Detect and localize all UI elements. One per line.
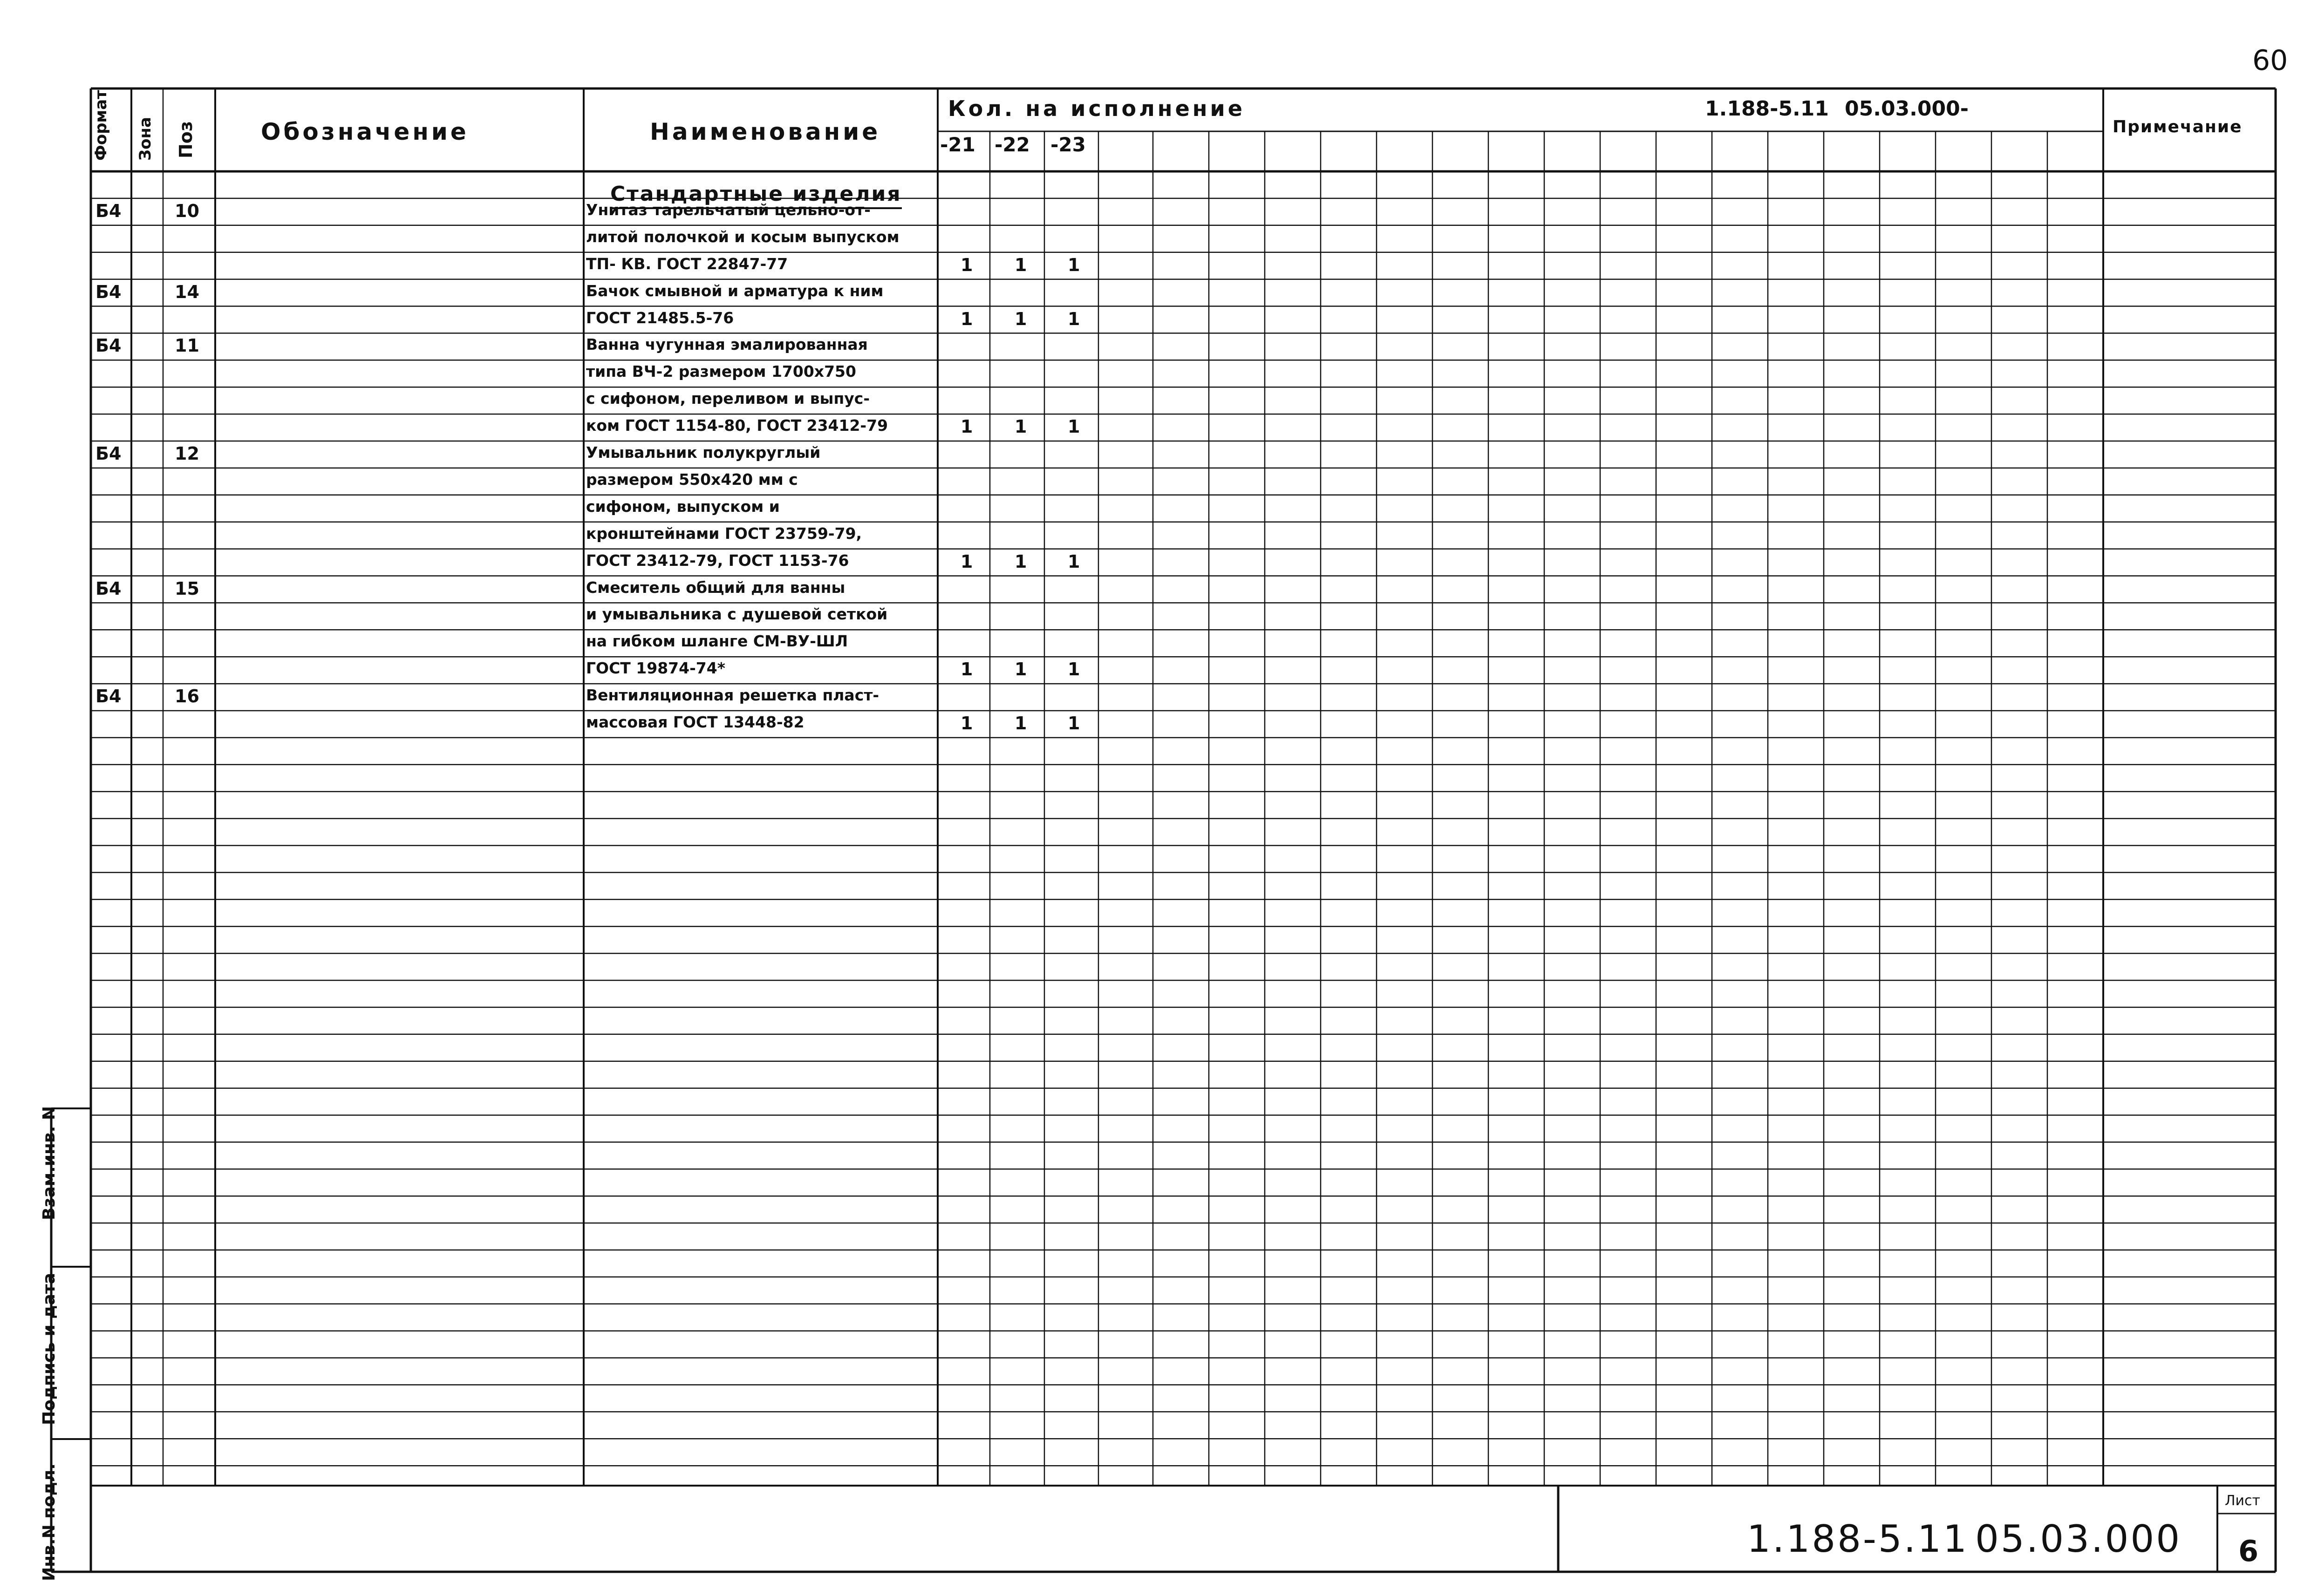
row-format: Б4 bbox=[95, 200, 122, 221]
row-qty-21: 1 bbox=[961, 713, 973, 733]
row-name: типа ВЧ-2 размером 1700х750 bbox=[586, 362, 856, 381]
row-name: Ванна чугунная эмалированная bbox=[586, 335, 868, 354]
header-pos-label: Поз bbox=[176, 121, 196, 158]
row-name: ГОСТ 23412-79, ГОСТ 1153-76 bbox=[586, 551, 849, 570]
header-doc-suffix: 05.03.000- bbox=[1845, 97, 1969, 121]
row-position: 16 bbox=[175, 686, 199, 707]
row-qty-21: 1 bbox=[961, 659, 973, 680]
side-label-inv-orig: Инв.N подл. bbox=[40, 1463, 59, 1581]
row-name: сифоном, выпуском и bbox=[586, 497, 780, 516]
row-format: Б4 bbox=[95, 443, 122, 464]
side-label-vzam-inv: Взам.инв. N bbox=[40, 1106, 59, 1220]
row-name: Смеситель общий для ванны bbox=[586, 578, 845, 597]
row-name: кронштейнами ГОСТ 23759-79, bbox=[586, 524, 862, 543]
row-position: 15 bbox=[175, 578, 199, 599]
row-name: массовая ГОСТ 13448-82 bbox=[586, 713, 804, 731]
row-qty-21: 1 bbox=[961, 254, 973, 275]
row-qty-23: 1 bbox=[1068, 659, 1080, 680]
row-name: размером 550х420 мм с bbox=[586, 470, 798, 489]
row-qty-21: 1 bbox=[961, 416, 973, 437]
title-block-code: 1.188-5.11 bbox=[1747, 1517, 1969, 1561]
title-block-sheet-label: Лист bbox=[2225, 1493, 2261, 1509]
row-qty-22: 1 bbox=[1015, 254, 1027, 275]
side-label-signature-date: Подпись и дата bbox=[40, 1273, 59, 1425]
row-name: с сифоном, переливом и выпус- bbox=[586, 389, 870, 408]
row-position: 11 bbox=[175, 335, 199, 356]
row-qty-21: 1 bbox=[961, 308, 973, 329]
header-name-label: Наименование bbox=[650, 118, 881, 145]
header-qty-title: Кол. на исполнение bbox=[948, 96, 1245, 121]
row-format: Б4 bbox=[95, 686, 122, 707]
header-doc-code: 1.188-5.11 bbox=[1705, 97, 1829, 121]
row-qty-22: 1 bbox=[1015, 416, 1027, 437]
row-position: 14 bbox=[175, 281, 199, 302]
row-format: Б4 bbox=[95, 335, 122, 356]
row-qty-22: 1 bbox=[1015, 659, 1027, 680]
header-zone-label: Зона bbox=[136, 117, 155, 161]
row-qty-22: 1 bbox=[1015, 713, 1027, 733]
row-name: и умывальника с душевой сеткой bbox=[586, 605, 888, 624]
header-format-label: Формат bbox=[92, 90, 110, 161]
row-name: ком ГОСТ 1154-80, ГОСТ 23412-79 bbox=[586, 416, 888, 435]
header-note-label: Примечание bbox=[2113, 117, 2243, 136]
header-designation-label: Обозначение bbox=[261, 118, 469, 145]
row-qty-23: 1 bbox=[1068, 416, 1080, 437]
section-title: Стандартные изделия bbox=[610, 184, 902, 209]
row-name: ГОСТ 21485.5-76 bbox=[586, 308, 734, 327]
row-qty-22: 1 bbox=[1015, 551, 1027, 572]
row-qty-21: 1 bbox=[961, 551, 973, 572]
row-format: Б4 bbox=[95, 281, 122, 302]
row-name: Унитаз тарельчатый цельно-от- bbox=[586, 200, 871, 219]
row-format: Б4 bbox=[95, 578, 122, 599]
row-position: 12 bbox=[175, 443, 199, 464]
row-name: ГОСТ 19874-74* bbox=[586, 659, 725, 678]
row-qty-22: 1 bbox=[1015, 308, 1027, 329]
header-variant-21: -21 bbox=[940, 133, 975, 156]
header-variant-23: -23 bbox=[1050, 133, 1086, 156]
row-name: ТП- КВ. ГОСТ 22847-77 bbox=[586, 254, 788, 273]
sheet-number-corner: 60 bbox=[2252, 44, 2288, 77]
header-variant-22: -22 bbox=[995, 133, 1030, 156]
row-name: Вентиляционная решетка пласт- bbox=[586, 686, 879, 705]
row-name: литой полочкой и косым выпуском bbox=[586, 227, 900, 246]
row-qty-23: 1 bbox=[1068, 254, 1080, 275]
row-qty-23: 1 bbox=[1068, 713, 1080, 733]
row-name: Умывальник полукруглый bbox=[586, 443, 821, 462]
title-block-sheet-value: 6 bbox=[2238, 1534, 2259, 1568]
row-qty-23: 1 bbox=[1068, 308, 1080, 329]
row-name: Бачок смывной и арматура к ним bbox=[586, 281, 884, 300]
row-name: на гибком шланге СМ-ВУ-ШЛ bbox=[586, 632, 848, 651]
title-block-number: 05.03.000 bbox=[1975, 1517, 2182, 1561]
row-qty-23: 1 bbox=[1068, 551, 1080, 572]
row-position: 10 bbox=[175, 200, 199, 221]
